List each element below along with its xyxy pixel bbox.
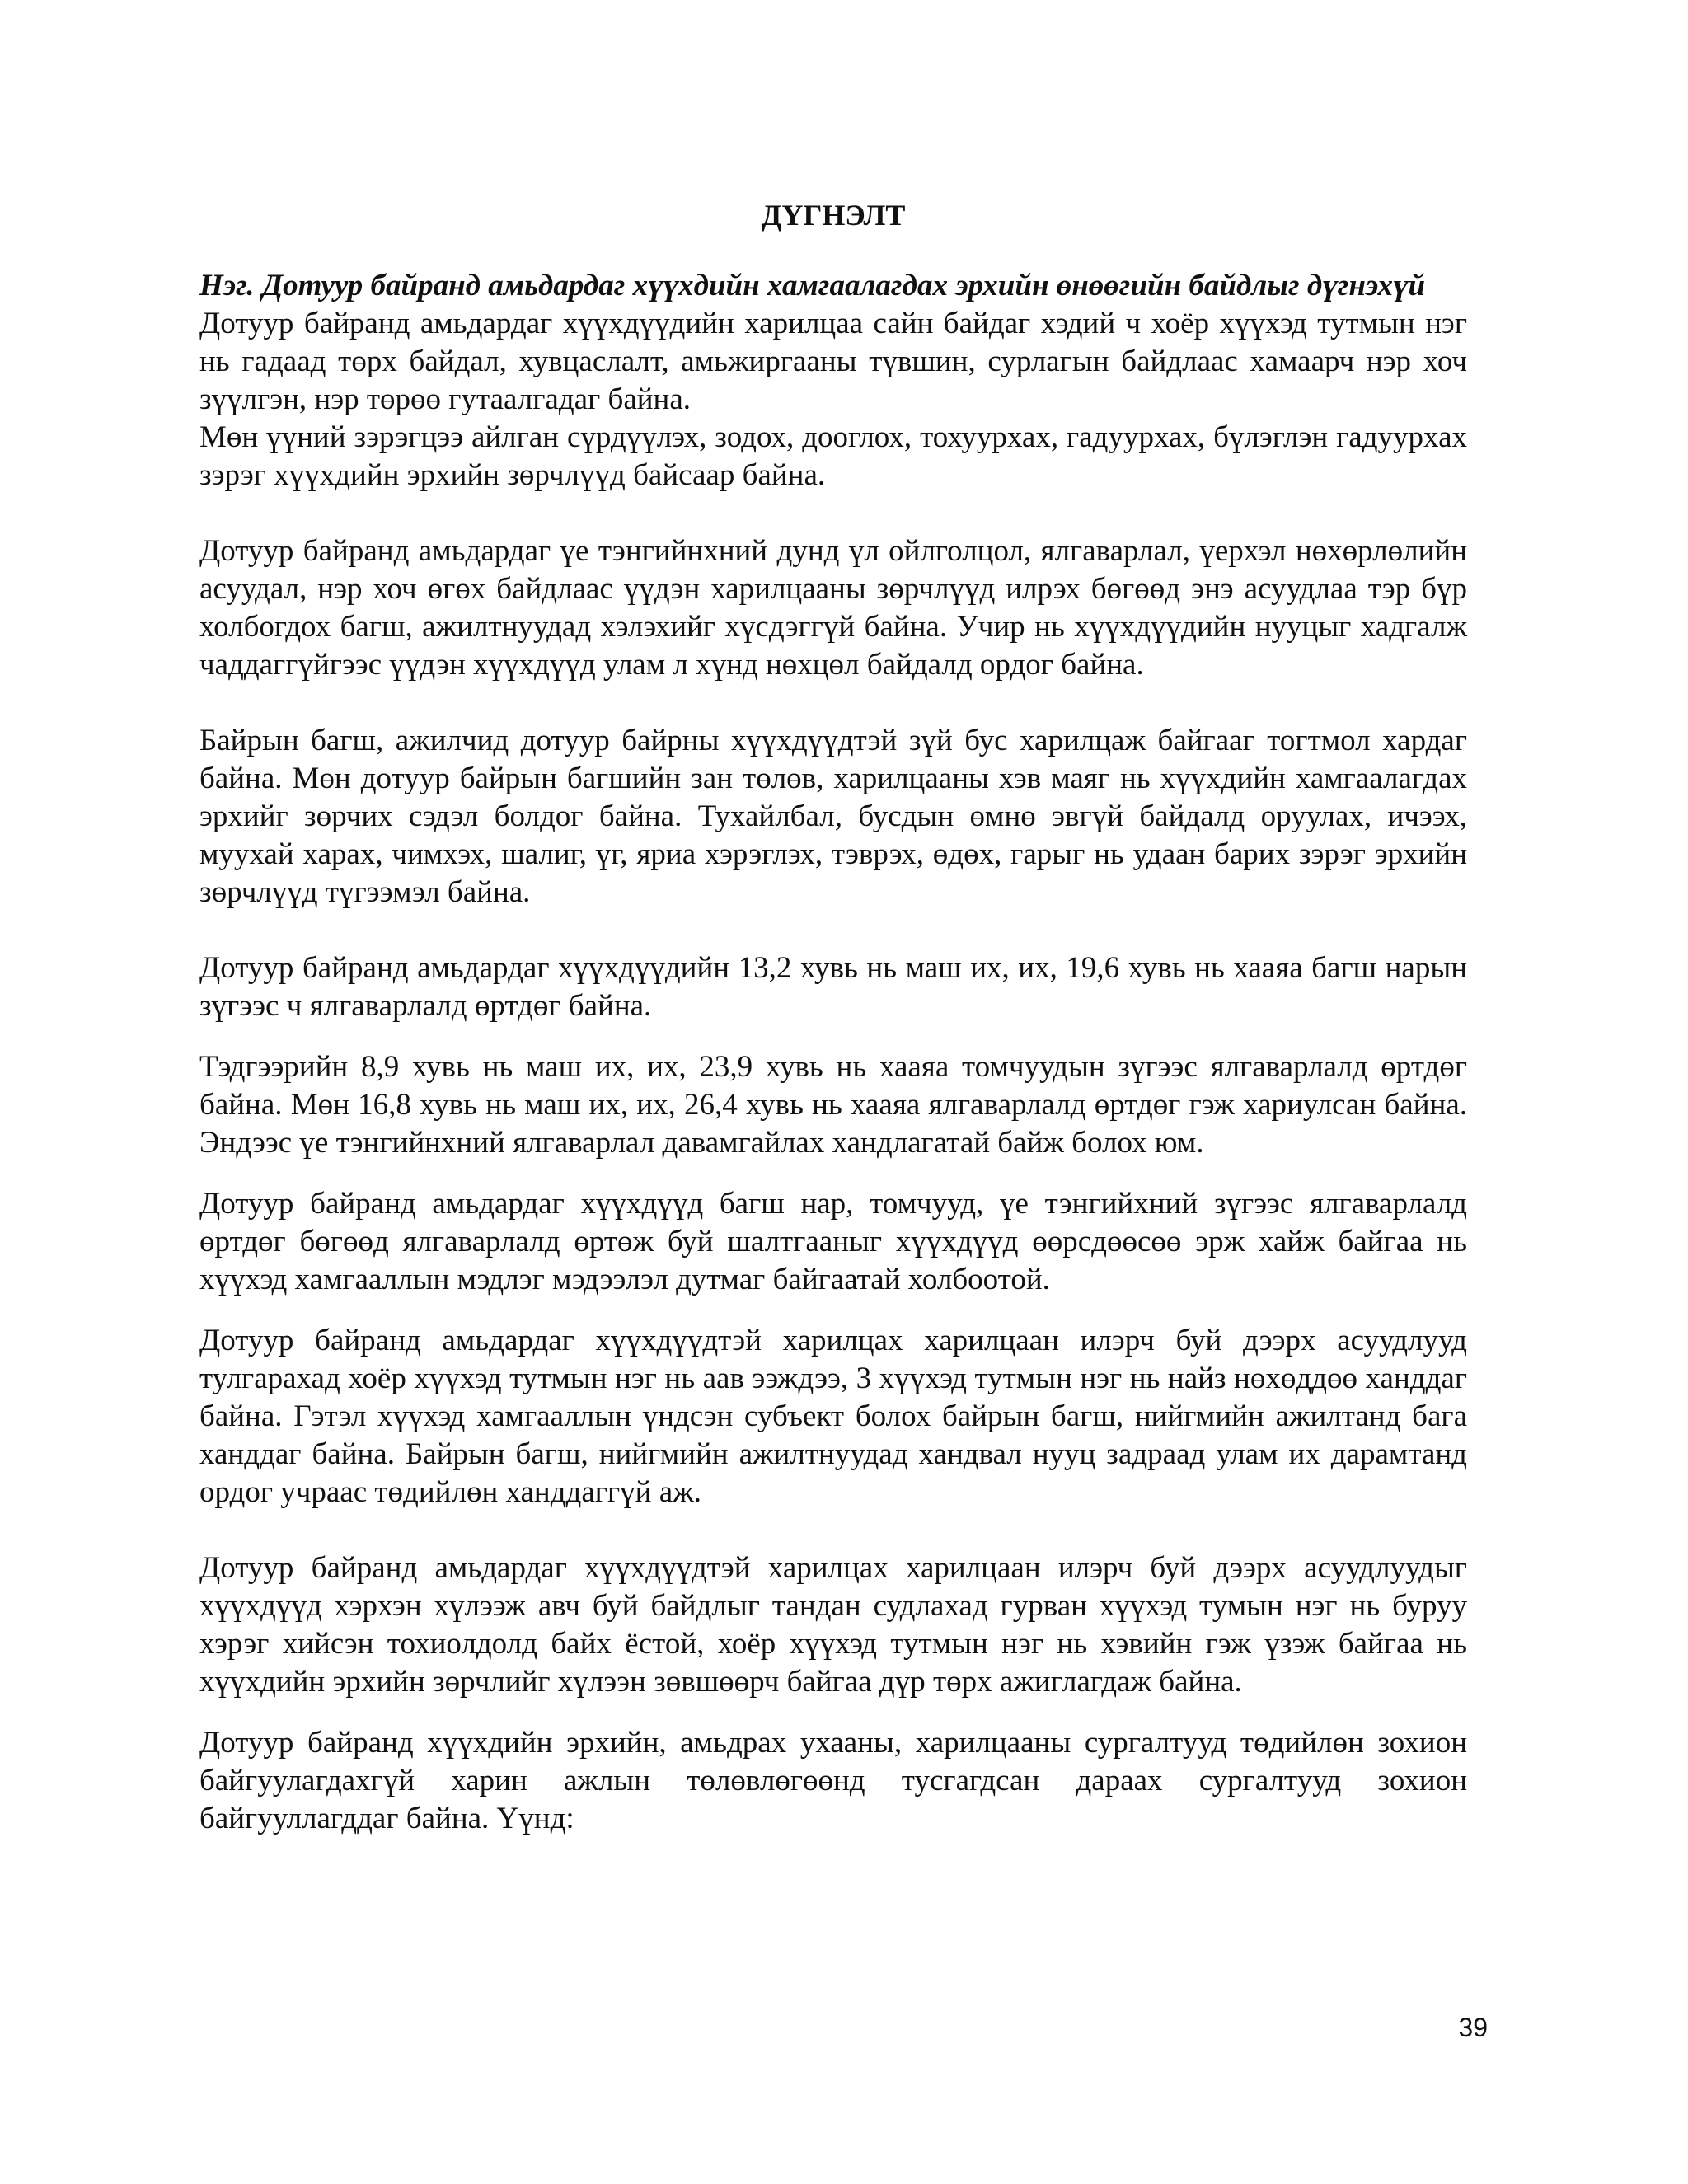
paragraph: Дотуур байранд хүүхдийн эрхийн, амьдрах ухааны, харилцааны сургалтууд төдийлөн зохион байгуулагдахгүй харин ажлын төлөвлөгөөнд тусгагдсан дараах сургалтууд зохион байгууллагддаг байна. Үүнд:: [199, 1726, 1467, 1835]
paragraph: Дотуур байранд амьдардаг хүүхдүүд багш нар, томчууд, үе тэнгийхний зүгээс ялгаварлалд өртдөг бөгөөд ялгаварлалд өртөж буй шалтгааныг хүүхдүүд өөрсдөөсөө эрж хайж байгаа нь хүүхэд хамгааллын мэдлэг мэдээлэл дутмаг байгаатай холбоотой.: [199, 1187, 1467, 1296]
paragraph: Дотуур байранд амьдардаг үе тэнгийнхний дунд үл ойлголцол, ялгаварлал, үерхэл нөхөрлөлийн асуудал, нэр хоч өгөх байдлаас үүдэн харилцааны зөрчлүүд илрэх бөгөөд энэ асуудлаа тэр бүр холбогдох багш, ажилтнуудад хэлэхийг хүсдэггүй байна. Учир нь хүүхдүүдийн нууцыг хадгалж чаддаггүйгээс үүдэн хүүхдүүд улам л хүнд нөхцөл байдалд ордог байна.: [199, 534, 1467, 682]
paragraph: Байрын багш, ажилчид дотуур байрны хүүхдүүдтэй зүй бус харилцаж байгааг тогтмол хардаг байна. Мөн дотуур байрын багшийн зан төлөв, харилцааны хэв маяг нь хүүхдийн хамгаалагдах эрхийг зөрчих сэдэл болдог байна. Тухайлбал, бусдын өмнө эвгүй байдалд оруулах, ичээх, муухай харах, чимхэх, шалиг, үг, яриа хэрэглэх, тэврэх, өдөх, гарыг нь удаан барих зэрэг эрхийн зөрчлүүд түгээмэл байна.: [199, 724, 1467, 909]
paragraph: Дотуур байранд амьдардаг хүүхдүүдтэй харилцах харилцаан илэрч буй дээрх асуудлууд тулгарахад хоёр хүүхэд тутмын нэг нь аав ээждээ, 3 хүүхэд тутмын нэг нь найз нөхөддөө ханддаг байна. Гэтэл хүүхэд хамгааллын үндсэн субъект болох байрын багш, нийгмийн ажилтанд бага ханддаг байна. Байрын багш, нийгмийн ажилтнуудад хандвал нууц задраад улам их дарамтанд ордог учраас төдийлөн ханддаггүй аж.: [199, 1324, 1467, 1509]
page-title: ДҮГНЭЛТ: [761, 199, 906, 232]
section-heading: Нэг. Дотуур байранд амьдардаг хүүхдийн хамгаалагдах эрхийн өнөөгийн байдлыг дүгнэхүй: [199, 269, 1426, 302]
page-number: 39: [1458, 2013, 1488, 2042]
paragraph: Мөн үүний зэрэгцээ айлган сүрдүүлэх, зодох, дооглох, тохуурхах, гадуурхах, бүлэглэн гадуурхах зэрэг хүүхдийн эрхийн зөрчлүүд байсаар байна.: [199, 420, 1467, 492]
paragraph: Дотуур байранд амьдардаг хүүхдүүдийн харилцаа сайн байдаг хэдий ч хоёр хүүхэд тутмын нэг нь гадаад төрх байдал, хувцаслалт, амьжиргааны түвшин, сурлагын байдлаас хамаарч нэр хоч зүүлгэн, нэр төрөө гутаалгадаг байна.: [199, 307, 1467, 416]
page-content: [199, 196, 1467, 1838]
paragraph: Дотуур байранд амьдардаг хүүхдүүдийн 13,2 хувь нь маш их, их, 19,6 хувь нь хааяа багш нарын зүгээс ч ялгаварлалд өртдөг байна.: [199, 951, 1467, 1023]
paragraph: Дотуур байранд амьдардаг хүүхдүүдтэй харилцах харилцаан илэрч буй дээрх асуудлуудыг хүүхдүүд хэрхэн хүлээж авч буй байдлыг тандан судлахад гурван хүүхэд тумын нэг нь буруу хэрэг хийсэн тохиолдолд байх ёстой, хоёр хүүхэд тутмын нэг нь хэвийн гэж үзэж байгаа нь хүүхдийн эрхийн зөрчлийг хүлээн зөвшөөрч байгаа дүр төрх ажиглагдаж байна.: [199, 1551, 1467, 1699]
paragraph: Тэдгээрийн 8,9 хувь нь маш их, их, 23,9 хувь нь хааяа томчуудын зүгээс ялгаварлалд өртдөг байна. Мөн 16,8 хувь нь маш их, их, 26,4 хувь нь хааяа ялгаварлалд өртдөг гэж хариулсан байна. Эндээс үе тэнгийнхний ялгаварлал давамгайлах хандлагатай байж болох юм.: [199, 1050, 1467, 1160]
